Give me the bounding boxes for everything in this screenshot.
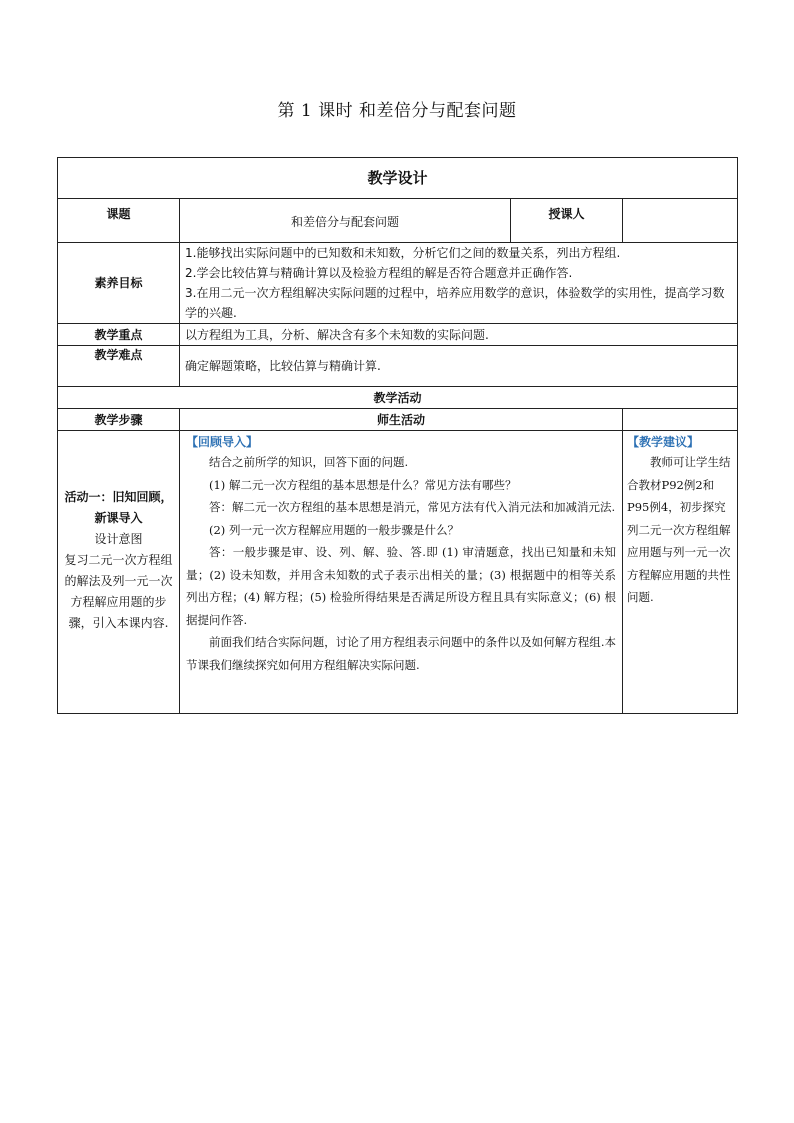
difficulty-value: 确定解题策略，比较估算与精确计算.	[180, 346, 738, 387]
table-header: 教学设计	[58, 158, 738, 199]
lesson-plan-table	[57, 157, 738, 714]
activity-paragraph: 答：一般步骤是审、设、列、解、验、答.即 (1) 审清题意，找出已知量和未知量；(2) 设未知数，并用含未知数的式子表示出相关的量；(3) 根据题中的相等关系列出方程；(4) 解方程；(5) 检验所得结果是否满足所设方程且具有实际意义；(6) 根据提问作答.	[186, 545, 616, 627]
goal-item: 1.能够找出实际问题中的已知数和未知数，分析它们之间的数量关系，列出方程组.	[185, 246, 621, 260]
activity1-content	[180, 431, 623, 714]
suggestion-tag: 【教学建议】	[627, 435, 700, 449]
goals-cell	[180, 243, 738, 324]
activity-paragraph: (1) 解二元一次方程组的基本思想是什么？常见方法有哪些？	[209, 477, 517, 492]
topic-value: 和差倍分与配套问题	[290, 215, 399, 229]
activity1-step-cell	[58, 431, 180, 714]
page-title: 第 1 课时 和差倍分与配套问题	[277, 101, 517, 121]
topic-label: 课题	[58, 199, 180, 243]
teaching-suggestion-cell	[623, 431, 738, 714]
activity-paragraph: 前面我们结合实际问题，讨论了用方程组表示问题中的条件以及如何解方程组.本节课我们继续探究如何用方程组解决实际问题.	[186, 635, 616, 672]
empty-header-cell	[623, 409, 738, 431]
suggestion-text: 教师可让学生结合教材P92例2和P95例4，初步探究列二元一次方程组解应用题与列一元一次方程解应用题的共性问题.	[627, 455, 731, 604]
design-intent-label: 设计意图	[94, 532, 143, 546]
activity1-title: 活动一：旧知回顾，新课导入	[64, 490, 173, 525]
goal-item: 2.学会比较估算与精确计算以及检验方程组的解是否符合题意并正确作答.	[185, 266, 573, 280]
steps-column-header: 教学步骤	[58, 409, 180, 431]
activities-header: 教学活动	[58, 387, 738, 409]
goals-label: 素养目标	[58, 243, 180, 324]
key-label: 教学重点	[58, 324, 180, 346]
difficulty-label: 教学难点	[58, 346, 180, 387]
activity-paragraph: 答：解二元一次方程组的基本思想是消元，常见方法有代入消元法和加减消元法.	[209, 500, 616, 514]
activity-paragraph: (2) 列一元一次方程解应用题的一般步骤是什么？	[209, 522, 459, 537]
activity-column-header: 师生活动	[180, 409, 623, 431]
goal-item: 3.在用二元一次方程组解决实际问题的过程中，培养应用数学的意识，体验数学的实用性，提高学习数学的兴趣.	[185, 286, 725, 320]
activity-paragraph: 结合之前所学的知识，回答下面的问题.	[209, 455, 409, 469]
topic-value-cell	[180, 199, 511, 243]
review-tag: 【回顾导入】	[186, 435, 259, 449]
teacher-label: 授课人	[511, 199, 623, 243]
teacher-value	[623, 199, 738, 243]
design-intent-text: 复习二元一次方程组的解法及列一元一次方程解应用题的步骤，引入本课内容.	[64, 553, 173, 630]
key-value: 以方程组为工具，分析、解决含有多个未知数的实际问题.	[180, 324, 738, 346]
